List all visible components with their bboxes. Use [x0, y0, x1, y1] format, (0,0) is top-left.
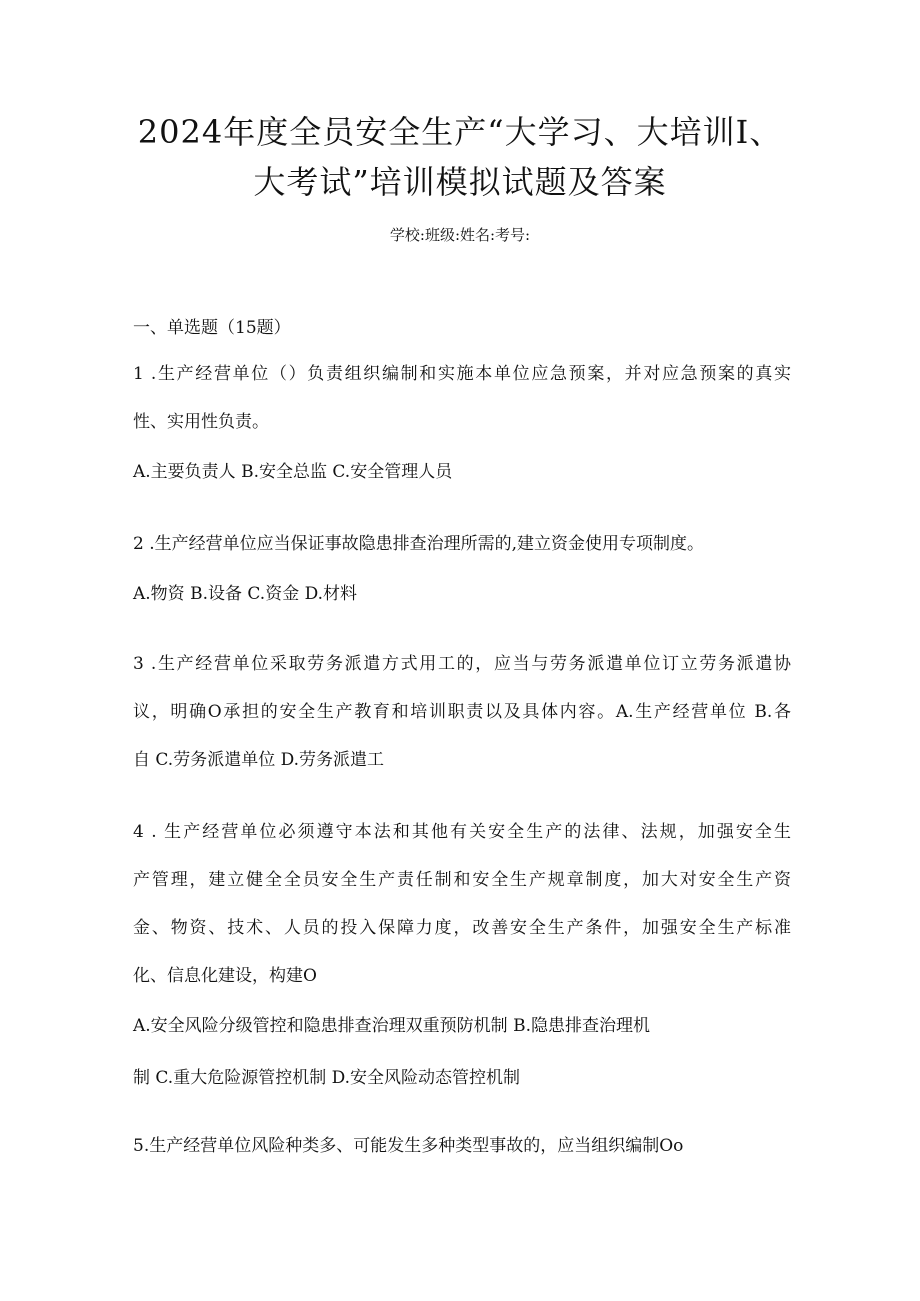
document-title-line-1: 2024年度全员安全生产“大学习、大培训I、	[137, 113, 783, 151]
question-4-options-line-1: A.安全风险分级管控和隐患排查治理双重预防机制 B.隐患排查治理机	[133, 1016, 650, 1036]
question-1-text-line-1: 1 .生产经营单位（）负责组织编制和实施本单位应急预案，并对应急预案的真实	[133, 364, 791, 384]
question-5-text-line-1: 5.生产经营单位风险种类多、可能发生多种类型事故的，应当组织编制Oo	[133, 1136, 684, 1156]
question-3-text-line-3: 自 C.劳务派遣单位 D.劳务派遣工	[133, 750, 385, 770]
question-2-options: A.物资 B.设备 C.资金 D.材料	[133, 584, 358, 604]
question-1-text-line-2: 性、实用性负责。	[133, 412, 269, 432]
question-4-text-line-4: 化、信息化建设，构建O	[133, 966, 317, 986]
question-3-text-line-2: 议，明确O承担的安全生产教育和培训职责以及具体内容。A.生产经营单位 B.各	[133, 702, 791, 722]
question-4-text-line-3: 金、物资、技术、人员的投入保障力度，改善安全生产条件，加强安全生产标准	[133, 918, 791, 938]
document-title-line-2: 大考试”培训模拟试题及答案	[253, 163, 667, 201]
student-info-fields: 学校:班级:姓名:考号:	[389, 226, 531, 244]
question-2-text-line-1: 2 .生产经营单位应当保证事故隐患排查治理所需的,建立资金使用专项制度。	[133, 534, 705, 554]
question-4-text-line-2: 产管理，建立健全全员安全生产责任制和安全生产规章制度，加大对安全生产资	[133, 870, 791, 890]
question-4-options-line-2: 制 C.重大危险源管控机制 D.安全风险动态管控机制	[133, 1068, 521, 1088]
section-heading: 一、单选题（15题）	[133, 318, 291, 338]
question-3-text-line-1: 3 .生产经营单位采取劳务派遣方式用工的，应当与劳务派遣单位订立劳务派遣协	[133, 654, 791, 674]
question-1-options: A.主要负责人 B.安全总监 C.安全管理人员	[133, 462, 453, 482]
question-4-text-line-1: 4 . 生产经营单位必须遵守本法和其他有关安全生产的法律、法规，加强安全生	[133, 822, 791, 842]
